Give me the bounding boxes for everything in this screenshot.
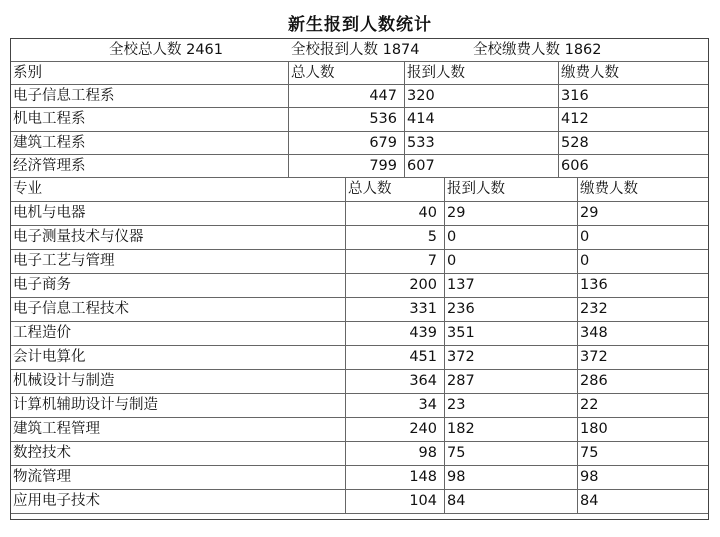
major-cell: 136 xyxy=(580,277,608,293)
dept-row xyxy=(11,108,708,131)
dept-cell: 414 xyxy=(405,108,559,130)
major-cell: 451 xyxy=(346,346,445,369)
major-cell: 372 xyxy=(445,346,578,369)
major-cell: 286 xyxy=(580,373,608,389)
major-row xyxy=(11,418,708,442)
major-cell: 机械设计与制造 xyxy=(11,370,346,393)
dept-cell: 528 xyxy=(561,134,589,151)
summary-registered: 全校报到人数 1874 xyxy=(291,42,420,58)
dept-cell: 经济管理系 xyxy=(11,155,289,177)
major-cell: 29 xyxy=(580,205,599,221)
dept-cell: 316 xyxy=(561,88,589,105)
major-cell: 104 xyxy=(346,490,445,513)
major-cell: 40 xyxy=(346,202,445,225)
dept-cell: 电子信息工程系 xyxy=(11,85,289,107)
major-row xyxy=(11,346,708,370)
major-cell: 84 xyxy=(580,493,599,509)
major-cell: 240 xyxy=(346,418,445,441)
major-cell: 148 xyxy=(346,466,445,489)
major-cell: 182 xyxy=(445,418,578,441)
dept-row xyxy=(11,132,708,155)
major-row xyxy=(11,226,708,250)
dept-cell: 412 xyxy=(561,111,589,128)
major-cell: 331 xyxy=(346,298,445,321)
dept-header-cell: 缴费人数 xyxy=(561,65,619,81)
major-row xyxy=(11,298,708,322)
major-cell: 电机与电器 xyxy=(11,202,346,225)
major-row xyxy=(11,370,708,394)
major-cell: 7 xyxy=(346,250,445,273)
major-header-cell: 缴费人数 xyxy=(580,181,638,197)
major-cell: 数控技术 xyxy=(11,442,346,465)
major-cell: 建筑工程管理 xyxy=(11,418,346,441)
dept-header-cell: 报到人数 xyxy=(405,62,559,84)
major-cell: 180 xyxy=(580,421,608,437)
major-header-row xyxy=(11,178,708,202)
major-cell: 会计电算化 xyxy=(11,346,346,369)
summary-paid: 全校缴费人数 1862 xyxy=(473,42,602,58)
statistics-table xyxy=(10,38,709,520)
dept-cell: 447 xyxy=(289,85,405,107)
dept-row xyxy=(11,155,708,178)
major-cell: 372 xyxy=(580,349,608,365)
major-cell: 物流管理 xyxy=(11,466,346,489)
dept-cell: 533 xyxy=(405,132,559,154)
major-row xyxy=(11,490,708,514)
major-cell: 137 xyxy=(445,274,578,297)
dept-cell: 679 xyxy=(289,132,405,154)
dept-header-cell: 系别 xyxy=(11,62,289,84)
major-cell: 0 xyxy=(445,250,578,273)
major-cell: 工程造价 xyxy=(11,322,346,345)
major-cell: 22 xyxy=(580,397,599,413)
major-cell: 34 xyxy=(346,394,445,417)
major-cell: 351 xyxy=(445,322,578,345)
major-cell: 75 xyxy=(580,445,599,461)
page-title: 新生报到人数统计 xyxy=(288,15,432,35)
dept-header-row xyxy=(11,62,708,85)
major-cell: 287 xyxy=(445,370,578,393)
major-row xyxy=(11,442,708,466)
dept-cell: 536 xyxy=(289,108,405,130)
major-row xyxy=(11,322,708,346)
major-cell: 236 xyxy=(445,298,578,321)
major-cell: 电子信息工程技术 xyxy=(11,298,346,321)
major-cell: 计算机辅助设计与制造 xyxy=(11,394,346,417)
major-cell: 0 xyxy=(580,253,590,269)
summary-total: 全校总人数 2461 xyxy=(109,42,224,58)
major-cell: 200 xyxy=(346,274,445,297)
dept-cell: 建筑工程系 xyxy=(11,132,289,154)
dept-cell: 799 xyxy=(289,155,405,177)
major-cell: 应用电子技术 xyxy=(11,490,346,513)
major-cell: 98 xyxy=(445,466,578,489)
dept-cell: 机电工程系 xyxy=(11,108,289,130)
major-cell: 75 xyxy=(445,442,578,465)
major-cell: 电子测量技术与仪器 xyxy=(11,226,346,249)
major-cell: 84 xyxy=(445,490,578,513)
major-cell: 364 xyxy=(346,370,445,393)
major-cell: 439 xyxy=(346,322,445,345)
dept-cell: 607 xyxy=(405,155,559,177)
major-header-cell: 总人数 xyxy=(346,178,445,201)
dept-cell: 320 xyxy=(405,85,559,107)
major-cell: 98 xyxy=(580,469,599,485)
major-cell: 348 xyxy=(580,325,608,341)
major-row xyxy=(11,202,708,226)
major-row xyxy=(11,274,708,298)
major-cell: 98 xyxy=(346,442,445,465)
major-row xyxy=(11,466,708,490)
major-row xyxy=(11,250,708,274)
major-cell: 232 xyxy=(580,301,608,317)
major-cell: 0 xyxy=(580,229,590,245)
major-cell: 29 xyxy=(445,202,578,225)
summary-row xyxy=(11,39,708,62)
major-cell: 5 xyxy=(346,226,445,249)
major-row xyxy=(11,394,708,418)
dept-row xyxy=(11,85,708,108)
major-cell: 电子商务 xyxy=(11,274,346,297)
major-cell: 0 xyxy=(445,226,578,249)
major-header-cell: 报到人数 xyxy=(445,178,578,201)
major-cell: 23 xyxy=(445,394,578,417)
dept-cell: 606 xyxy=(561,157,589,174)
dept-header-cell: 总人数 xyxy=(289,62,405,84)
major-cell: 电子工艺与管理 xyxy=(11,250,346,273)
major-header-cell: 专业 xyxy=(11,178,346,201)
